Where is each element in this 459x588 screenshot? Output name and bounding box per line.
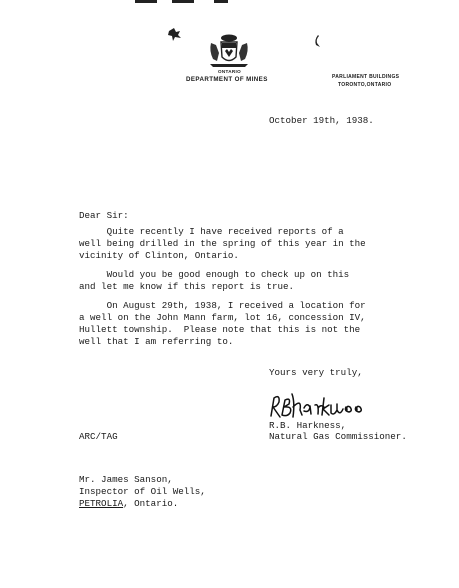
complimentary-close: Yours very truly, xyxy=(269,367,363,378)
ink-mark-icon xyxy=(312,34,322,48)
recipient-title: Inspector of Oil Wells, xyxy=(79,486,206,497)
signer-name: R.B. Harkness, xyxy=(269,420,347,431)
body-line: Hullett township. Please note that this is not the xyxy=(79,324,361,335)
body-line: Would you be good enough to check up on this xyxy=(79,269,350,280)
handwritten-signature xyxy=(268,388,388,422)
signer-title: Natural Gas Commissioner. xyxy=(269,431,407,442)
body-line: Quite recently I have received reports of a xyxy=(79,226,344,237)
ontario-coat-of-arms-icon xyxy=(207,33,251,69)
department-name: DEPARTMENT OF MINES xyxy=(186,76,268,83)
body-line: well that I am referring to. xyxy=(79,336,234,347)
top-edge-mark xyxy=(214,0,228,3)
reference-initials: ARC/TAG xyxy=(79,431,118,442)
recipient-address xyxy=(79,499,178,510)
address-line-2: TORONTO,ONTARIO xyxy=(338,82,392,88)
body-line: a well on the John Mann farm, lot 16, concession IV, xyxy=(79,312,366,323)
salutation: Dear Sir: xyxy=(79,210,129,221)
address-line-1: PARLIAMENT BUILDINGS xyxy=(332,74,400,80)
body-line: and let me know if this report is true. xyxy=(79,281,295,292)
recipient-province: , Ontario. xyxy=(123,498,179,509)
recipient-name: Mr. James Sanson, xyxy=(79,474,173,485)
top-edge-mark xyxy=(172,0,194,3)
body-line: well being drilled in the spring of this year in the xyxy=(79,238,366,249)
ink-blot-icon xyxy=(166,25,184,43)
body-line: On August 29th, 1938, I received a location for xyxy=(79,300,366,311)
letter-date: October 19th, 1938. xyxy=(269,115,374,126)
body-line: vicinity of Clinton, Ontario. xyxy=(79,250,239,261)
recipient-city: PETROLIA xyxy=(79,498,124,509)
top-edge-mark xyxy=(135,0,157,3)
crest-caption: ONTARIO xyxy=(218,69,241,74)
